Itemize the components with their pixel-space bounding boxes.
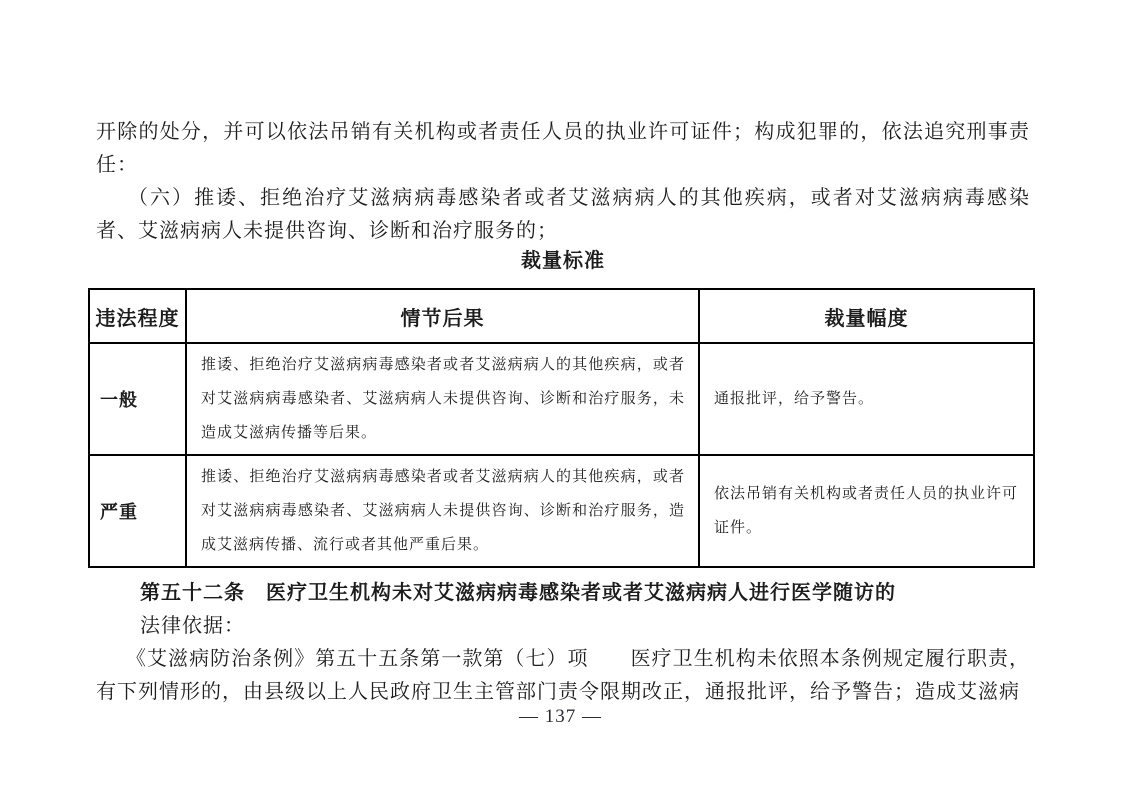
legal-basis-text: 《艾滋病防治条例》第五十五条第一款第（七）项 医疗卫生机构未依照本条例规定履行职责，有下列情形的，由县级以上人民政府卫生主管部门责令限期改正，通报批评，给予警告；造成艾滋病 <box>96 648 1030 703</box>
discretion-cell-severe: 依法吊销有关机构或者责任人员的执业许可证件。 <box>699 455 1034 567</box>
degree-cell-severe: 严重 <box>89 455 186 567</box>
table-row-general <box>89 343 1034 455</box>
header-violation-degree: 违法程度 <box>89 289 186 343</box>
degree-cell-general: 一般 <box>89 343 186 455</box>
legal-basis-label: 法律依据： <box>140 615 245 637</box>
header-discretion-range: 裁量幅度 <box>699 289 1034 343</box>
table-row-severe <box>89 455 1034 567</box>
page-number: — 137 — <box>519 706 602 727</box>
table-header-row <box>89 289 1034 343</box>
discretion-standards-table <box>88 288 1035 568</box>
discretion-cell-general: 通报批评，给予警告。 <box>699 343 1034 455</box>
circumstances-cell-general: 推诿、拒绝治疗艾滋病病毒感染者或者艾滋病病人的其他疾病，或者对艾滋病病毒感染者、艾滋病病人未提供咨询、诊断和治疗服务，未造成艾滋病传播等后果。 <box>186 343 699 455</box>
circumstances-cell-severe: 推诿、拒绝治疗艾滋病病毒感染者或者艾滋病病人的其他疾病，或者对艾滋病病毒感染者、艾滋病病人未提供咨询、诊断和治疗服务，造成艾滋病传播、流行或者其他严重后果。 <box>186 455 699 567</box>
paragraph-penalty-continuation: 开除的处分，并可以依法吊销有关机构或者责任人员的执业许可证件；构成犯罪的，依法追究刑事责任： <box>96 121 1030 176</box>
paragraph-item-six: （六）推诿、拒绝治疗艾滋病病毒感染者或者艾滋病病人的其他疾病，或者对艾滋病病毒感染者、艾滋病病人未提供咨询、诊断和治疗服务的； <box>96 187 1030 242</box>
header-circumstances: 情节后果 <box>186 289 699 343</box>
table-title: 裁量标准 <box>521 250 605 272</box>
article-52-heading: 第五十二条 医疗卫生机构未对艾滋病病毒感染者或者艾滋病病人进行医学随访的 <box>140 582 896 604</box>
page-content <box>96 116 1030 709</box>
